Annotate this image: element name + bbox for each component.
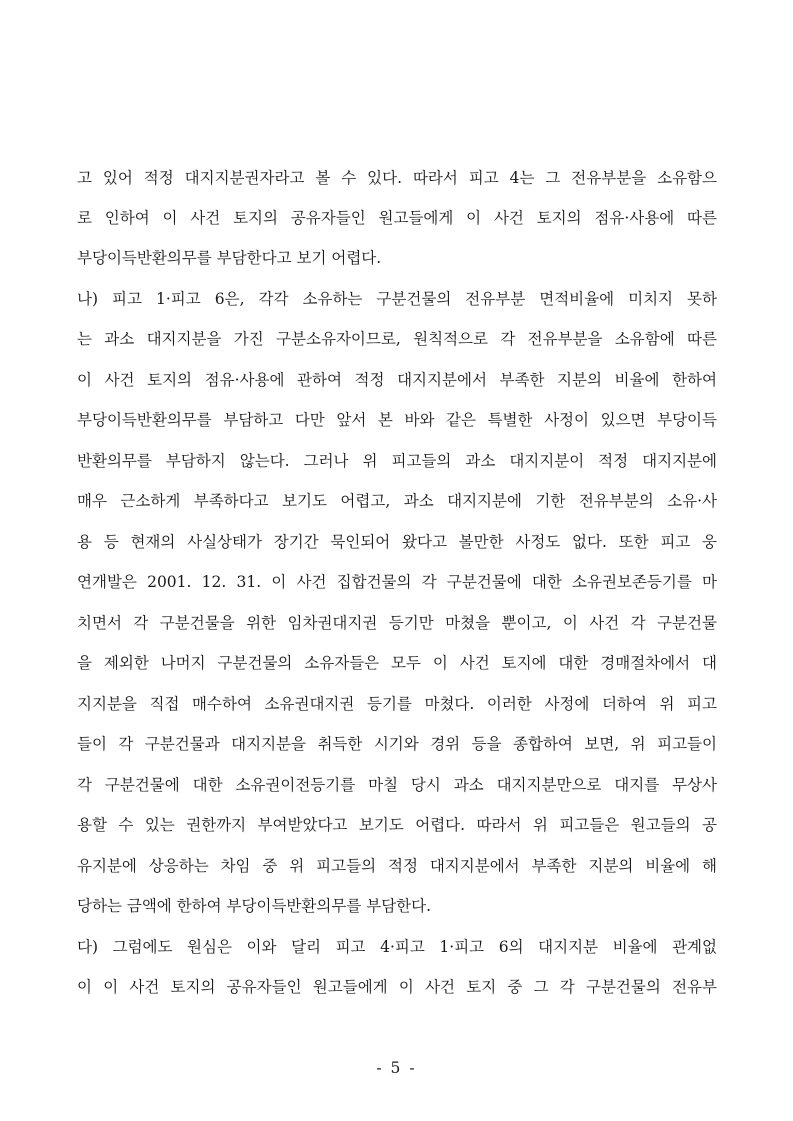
body-text-line-7: 부당이득반환의무를 부담하고 다만 앞서 본 바와 같은 특별한 사정이 있으면 부당이득 [77, 411, 717, 429]
body-text-line-3: 부당이득반환의무를 부담한다고 보기 어렵다. [77, 249, 382, 267]
body-text-line-13: 을 제외한 나머지 구분건물의 소유자들은 모두 이 사건 토지에 대한 경매절차에서 대 [77, 654, 717, 672]
body-text-line-8: 반환의무를 부담하지 않는다. 그러나 위 피고들의 과소 대지지분이 적정 대지지분에 [77, 452, 717, 470]
body-text-line-11: 연개발은 2001. 12. 31. 이 사건 집합건물의 각 구분건물에 대한 소유권보존등기를 마 [77, 573, 717, 591]
body-text-line-21: 이 이 사건 토지의 공유자들인 원고들에게 이 사건 토지 중 그 각 구분건물의 전유부 [77, 978, 717, 996]
body-text-line-15: 들이 각 구분건물과 대지지분을 취득한 시기와 경위 등을 종합하여 보면, 위 피고들이 [77, 735, 717, 753]
body-text-line-19: 당하는 금액에 한하여 부당이득반환의무를 부담한다. [77, 897, 432, 915]
body-text-line-18: 유지분에 상응하는 차임 중 위 피고들의 적정 대지지분에서 부족한 지분의 비율에 해 [77, 857, 717, 875]
body-text-line-2: 로 인하여 이 사건 토지의 공유자들인 원고들에게 이 사건 토지의 점유·사용에 따른 [77, 209, 717, 227]
body-text-line-5: 는 과소 대지지분을 가진 구분소유자이므로, 원칙적으로 각 전유부분을 소유함에 따른 [77, 330, 717, 348]
body-text-line-16: 각 구분건물에 대한 소유권이전등기를 마칠 당시 과소 대지지분만으로 대지를 무상사 [77, 776, 717, 794]
body-text-line-14: 지지분을 직접 매수하여 소유권대지권 등기를 마쳤다. 이러한 사정에 더하여 위 피고 [77, 695, 717, 713]
body-text-line-17: 용할 수 있는 권한까지 부여받았다고 보기도 어렵다. 따라서 위 피고들은 원고들의 공 [77, 816, 717, 834]
body-text-line-6: 이 사건 토지의 점유·사용에 관하여 적정 대지지분에서 부족한 지분의 비율에 한하여 [77, 371, 717, 389]
body-text-line-12: 치면서 각 구분건물을 위한 임차권대지권 등기만 마쳤을 뿐이고, 이 사건 각 구분건물 [77, 614, 717, 632]
body-text-line-1: 고 있어 적정 대지지분권자라고 볼 수 있다. 따라서 피고 4는 그 전유부분을 소유함으 [77, 169, 717, 187]
body-text-line-10: 용 등 현재의 사실상태가 장기간 묵인되어 왔다고 볼만한 사정도 없다. 또한 피고 웅 [77, 533, 717, 551]
page-number: - 5 - [376, 1059, 417, 1077]
body-text-line-20: 다) 그럼에도 원심은 이와 달리 피고 4·피고 1·피고 6의 대지지분 비율에 관계없 [77, 938, 717, 956]
body-text-line-4: 나) 피고 1·피고 6은, 각각 소유하는 구분건물의 전유부분 면적비율에 미치지 못하 [77, 290, 717, 308]
body-text-line-9: 매우 근소하게 부족하다고 보기도 어렵고, 과소 대지지분에 기한 전유부분의 소유·사 [77, 492, 717, 510]
